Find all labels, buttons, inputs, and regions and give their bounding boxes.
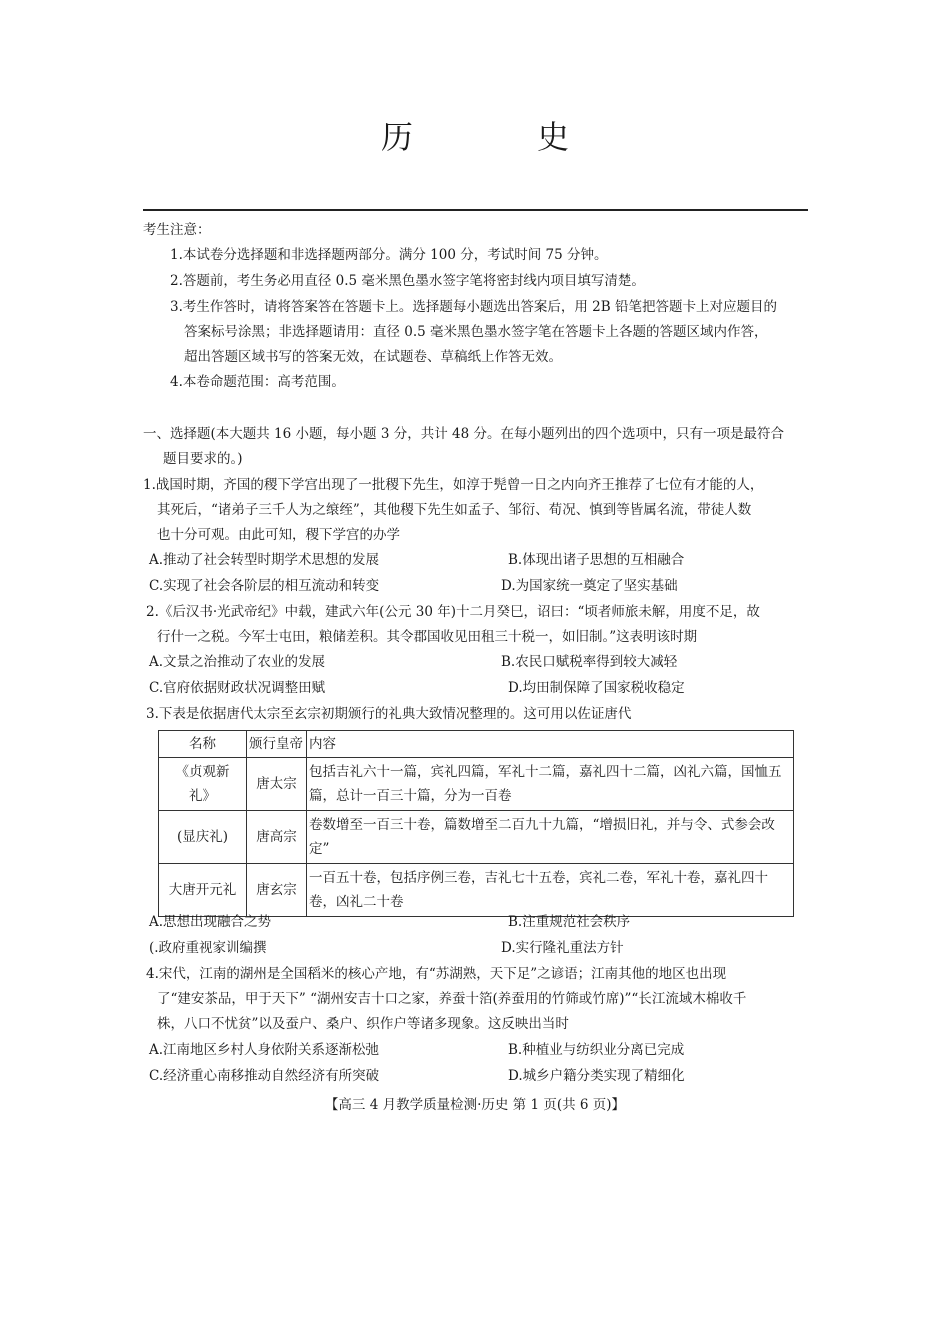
q2-stem-line-1: 2.《后汉书·光武帝纪》中载，建武六年(公元 30 年)十二月癸巳，诏曰：“顷者师旅未解，用度不足，故 (146, 604, 760, 620)
title-divider (143, 209, 808, 211)
q1-option-b: B.体现出诸子思想的互相融合 (508, 552, 685, 568)
q4-option-a: A.江南地区乡村人身依附关系逐渐松弛 (149, 1042, 380, 1058)
notice-item-1: 1.本试卷分选择题和非选择题两部分。满分 100 分，考试时间 75 分钟。 (170, 247, 608, 263)
q3-rites-table (158, 730, 794, 917)
table-row (159, 811, 794, 864)
table-cell: 唐玄宗 (247, 864, 307, 917)
table-cell: (显庆礼) (159, 811, 247, 864)
table-cell: 大唐开元礼 (159, 864, 247, 917)
q4-stem-line-1: 4.宋代，江南的湖州是全国稻米的核心产地，有“苏湖熟，天下足”之谚语；江南其他的地区也出现 (146, 966, 727, 982)
notice-item-3-cont-1: 答案标号涂黑；非选择题请用：直径 0.5 毫米黑色墨水签字笔在答题卡上各题的答题区域内作答， (184, 324, 768, 340)
table-header-row (159, 731, 794, 758)
section-heading: 一、选择题(本大题共 16 小题，每小题 3 分，共计 48 分。在每小题列出的四个选项中，只有一项是最符合 (143, 426, 784, 442)
q1-option-a: A.推动了社会转型时期学术思想的发展 (149, 552, 380, 568)
q3-option-b: B.注重规范社会秩序 (508, 914, 631, 930)
q1-option-d: D.为国家统一奠定了坚实基础 (501, 578, 678, 594)
notice-item-3-cont-2: 超出答题区域书写的答案无效，在试题卷、草稿纸上作答无效。 (184, 349, 562, 365)
q3-option-d: D.实行隆礼重法方针 (501, 940, 624, 956)
q1-stem-line-3: 也十分可观。由此可知，稷下学宫的办学 (157, 527, 400, 543)
notice-item-2: 2.答题前，考生务必用直径 0.5 毫米黑色墨水签字笔将密封线内项目填写清楚。 (170, 273, 645, 289)
table-cell: 唐太宗 (247, 758, 307, 811)
q2-stem-line-2: 行什一之税。今军士屯田，粮储差积。其令郡国收见田租三十税一，如旧制。”这表明该时期 (157, 629, 698, 645)
q1-stem-line-2: 其死后，“诸弟子三千人为之缞绖”，其他稷下先生如孟子、邹衍、荀况、慎到等皆属名流，带徒人数 (157, 502, 752, 518)
table-row (159, 758, 794, 811)
table-header: 内容 (307, 731, 794, 758)
table-header: 名称 (159, 731, 247, 758)
notice-item-3: 3.考生作答时，请将答案答在答题卡上。选择题每小题选出答案后，用 2B 铅笔把答题卡上对应题目的 (170, 299, 777, 315)
q2-option-a: A.文景之治推动了农业的发展 (149, 654, 326, 670)
section-heading-cont: 题目要求的。) (163, 451, 243, 467)
q4-option-b: B.种植业与纺织业分离已完成 (508, 1042, 685, 1058)
page-footer: 【高三 4 月教学质量检测·历史 第 1 页(共 6 页)】 (324, 1097, 626, 1113)
q2-option-d: D.均田制保障了国家税收稳定 (508, 680, 685, 696)
q2-option-b: B.农民口赋税率得到较大减轻 (501, 654, 678, 670)
q4-option-c: C.经济重心南移推动自然经济有所突破 (149, 1068, 380, 1084)
q1-option-c: C.实现了社会各阶层的相互流动和转变 (149, 578, 380, 594)
q3-option-a: A.思想出现融合之势 (149, 914, 272, 930)
table-cell: 《贞观新礼》 (159, 758, 247, 811)
q1-stem-line-1: 1.战国时期，齐国的稷下学宫出现了一批稷下先生，如淳于髡曾一日之内向齐王推荐了七位有才能的人， (143, 477, 764, 493)
table-cell: 一百五十卷，包括序例三卷，吉礼七十五卷，宾礼二卷，军礼十卷，嘉礼四十卷，凶礼二十卷 (307, 864, 794, 917)
table-row (159, 864, 794, 917)
table-header: 颁行皇帝 (247, 731, 307, 758)
q4-stem-line-3: 株，八口不忧贫”以及蚕户、桑户、织作户等诸多现象。这反映出当时 (157, 1016, 569, 1032)
table-cell: 包括吉礼六十一篇，宾礼四篇，军礼十二篇，嘉礼四十二篇，凶礼六篇，国恤五篇，总计一百三十篇，分为一百卷 (307, 758, 794, 811)
notice-item-4: 4.本卷命题范围：高考范围。 (170, 374, 345, 390)
page-title: 历 史 (380, 118, 615, 156)
q4-stem-line-2: 了“建安茶品，甲于天下” “湖州安吉十口之家，养蚕十箔(养蚕用的竹筛或竹席)”“长江流域木棉收千 (157, 991, 747, 1007)
q3-stem: 3.下表是依据唐代太宗至玄宗初期颁行的礼典大致情况整理的。这可用以佐证唐代 (146, 706, 632, 722)
q3-option-c: (.政府重视家训编撰 (149, 940, 267, 956)
table-cell: 唐高宗 (247, 811, 307, 864)
table-cell: 卷数增至一百三十卷，篇数增至二百九十九篇，“增损旧礼，并与令、式参会改定” (307, 811, 794, 864)
q4-option-d: D.城乡户籍分类实现了精细化 (508, 1068, 685, 1084)
notice-heading: 考生注意： (143, 222, 211, 238)
q2-option-c: C.官府依据财政状况调整田赋 (149, 680, 326, 696)
